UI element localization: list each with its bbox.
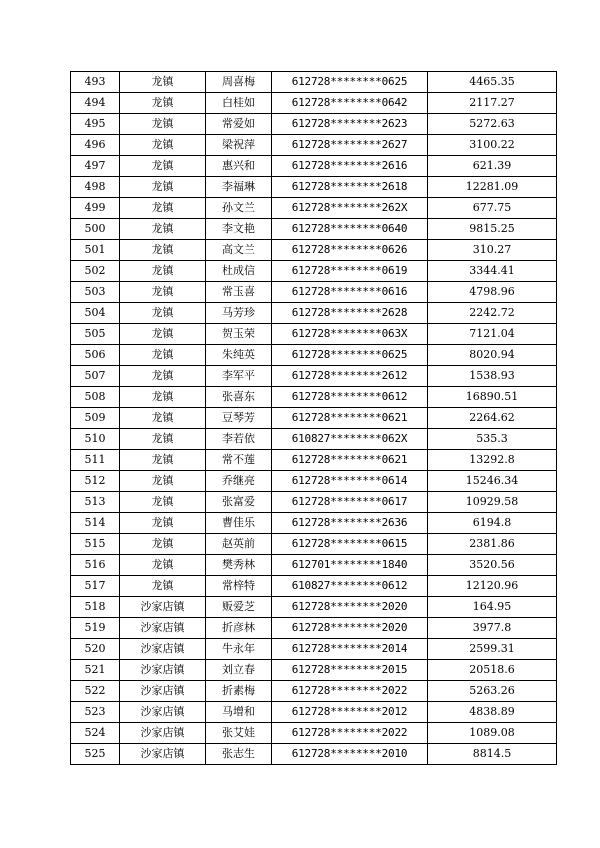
name-cell: 曹佳乐 — [206, 513, 272, 534]
town-cell: 龙镇 — [120, 555, 206, 576]
row-number-cell: 508 — [71, 387, 120, 408]
table-row — [71, 471, 557, 492]
row-number-cell: 515 — [71, 534, 120, 555]
name-cell: 贩爱芝 — [206, 597, 272, 618]
amount-cell: 9815.25 — [428, 219, 557, 240]
town-cell: 沙家店镇 — [120, 744, 206, 765]
table-row — [71, 702, 557, 723]
id-number-cell: 612728********2015 — [272, 660, 428, 681]
row-number-cell: 510 — [71, 429, 120, 450]
name-cell: 白桂如 — [206, 93, 272, 114]
amount-cell: 8814.5 — [428, 744, 557, 765]
table-row — [71, 135, 557, 156]
name-cell: 张志生 — [206, 744, 272, 765]
id-number-cell: 612728********0615 — [272, 534, 428, 555]
amount-cell: 15246.34 — [428, 471, 557, 492]
row-number-cell: 494 — [71, 93, 120, 114]
id-number-cell: 612728********0616 — [272, 282, 428, 303]
amount-cell: 13292.8 — [428, 450, 557, 471]
table-row — [71, 597, 557, 618]
table-row — [71, 177, 557, 198]
id-number-cell: 612728********0621 — [272, 408, 428, 429]
name-cell: 赵英前 — [206, 534, 272, 555]
town-cell: 龙镇 — [120, 114, 206, 135]
row-number-cell: 496 — [71, 135, 120, 156]
town-cell: 龙镇 — [120, 282, 206, 303]
table-row — [71, 387, 557, 408]
name-cell: 樊秀林 — [206, 555, 272, 576]
table-row — [71, 219, 557, 240]
amount-cell: 3100.22 — [428, 135, 557, 156]
row-number-cell: 504 — [71, 303, 120, 324]
amount-cell: 3520.56 — [428, 555, 557, 576]
name-cell: 高文兰 — [206, 240, 272, 261]
row-number-cell: 513 — [71, 492, 120, 513]
town-cell: 龙镇 — [120, 408, 206, 429]
row-number-cell: 497 — [71, 156, 120, 177]
table-row — [71, 72, 557, 93]
table-row — [71, 240, 557, 261]
amount-cell: 10929.58 — [428, 492, 557, 513]
id-number-cell: 612728********0626 — [272, 240, 428, 261]
id-number-cell: 610827********062X — [272, 429, 428, 450]
row-number-cell: 498 — [71, 177, 120, 198]
amount-cell: 1538.93 — [428, 366, 557, 387]
amount-cell: 677.75 — [428, 198, 557, 219]
row-number-cell: 501 — [71, 240, 120, 261]
amount-cell: 1089.08 — [428, 723, 557, 744]
name-cell: 常玉喜 — [206, 282, 272, 303]
name-cell: 常梓特 — [206, 576, 272, 597]
row-number-cell: 503 — [71, 282, 120, 303]
id-number-cell: 612728********0642 — [272, 93, 428, 114]
amount-cell: 16890.51 — [428, 387, 557, 408]
amount-cell: 6194.8 — [428, 513, 557, 534]
name-cell: 折素梅 — [206, 681, 272, 702]
id-number-cell: 612728********2022 — [272, 681, 428, 702]
amount-cell: 535.3 — [428, 429, 557, 450]
id-number-cell: 612728********2612 — [272, 366, 428, 387]
id-number-cell: 612728********0625 — [272, 345, 428, 366]
table-row — [71, 366, 557, 387]
table-row — [71, 114, 557, 135]
town-cell: 龙镇 — [120, 471, 206, 492]
town-cell: 龙镇 — [120, 135, 206, 156]
name-cell: 张喜东 — [206, 387, 272, 408]
table-row — [71, 261, 557, 282]
table-row — [71, 93, 557, 114]
amount-cell: 4465.35 — [428, 72, 557, 93]
row-number-cell: 493 — [71, 72, 120, 93]
name-cell: 马芳珍 — [206, 303, 272, 324]
town-cell: 龙镇 — [120, 576, 206, 597]
table-row — [71, 639, 557, 660]
row-number-cell: 523 — [71, 702, 120, 723]
name-cell: 马增和 — [206, 702, 272, 723]
amount-cell: 621.39 — [428, 156, 557, 177]
id-number-cell: 612728********0612 — [272, 387, 428, 408]
id-number-cell: 612728********0617 — [272, 492, 428, 513]
amount-cell: 3344.41 — [428, 261, 557, 282]
id-number-cell: 612728********2020 — [272, 618, 428, 639]
town-cell: 龙镇 — [120, 534, 206, 555]
table-row — [71, 744, 557, 765]
town-cell: 龙镇 — [120, 492, 206, 513]
town-cell: 龙镇 — [120, 261, 206, 282]
town-cell: 沙家店镇 — [120, 702, 206, 723]
table-row — [71, 429, 557, 450]
id-number-cell: 612728********2636 — [272, 513, 428, 534]
table-row — [71, 324, 557, 345]
row-number-cell: 500 — [71, 219, 120, 240]
town-cell: 龙镇 — [120, 156, 206, 177]
id-number-cell: 612701********1840 — [272, 555, 428, 576]
town-cell: 龙镇 — [120, 72, 206, 93]
row-number-cell: 524 — [71, 723, 120, 744]
id-number-cell: 612728********262X — [272, 198, 428, 219]
id-number-cell: 612728********0619 — [272, 261, 428, 282]
name-cell: 朱纯英 — [206, 345, 272, 366]
amount-cell: 20518.6 — [428, 660, 557, 681]
row-number-cell: 502 — [71, 261, 120, 282]
name-cell: 常爱如 — [206, 114, 272, 135]
amount-cell: 5263.26 — [428, 681, 557, 702]
table-row — [71, 198, 557, 219]
amount-cell: 310.27 — [428, 240, 557, 261]
town-cell: 龙镇 — [120, 198, 206, 219]
town-cell: 沙家店镇 — [120, 681, 206, 702]
table-row — [71, 555, 557, 576]
data-table-body — [71, 72, 557, 765]
town-cell: 龙镇 — [120, 450, 206, 471]
id-number-cell: 612728********2618 — [272, 177, 428, 198]
amount-cell: 8020.94 — [428, 345, 557, 366]
amount-cell: 7121.04 — [428, 324, 557, 345]
amount-cell: 12281.09 — [428, 177, 557, 198]
name-cell: 孙文兰 — [206, 198, 272, 219]
town-cell: 沙家店镇 — [120, 597, 206, 618]
id-number-cell: 612728********2623 — [272, 114, 428, 135]
id-number-cell: 612728********2020 — [272, 597, 428, 618]
row-number-cell: 519 — [71, 618, 120, 639]
name-cell: 贺玉荣 — [206, 324, 272, 345]
table-row — [71, 513, 557, 534]
row-number-cell: 512 — [71, 471, 120, 492]
row-number-cell: 506 — [71, 345, 120, 366]
town-cell: 沙家店镇 — [120, 660, 206, 681]
amount-cell: 3977.8 — [428, 618, 557, 639]
row-number-cell: 507 — [71, 366, 120, 387]
amount-cell: 2381.86 — [428, 534, 557, 555]
amount-cell: 2117.27 — [428, 93, 557, 114]
amount-cell: 164.95 — [428, 597, 557, 618]
id-number-cell: 612728********0625 — [272, 72, 428, 93]
town-cell: 龙镇 — [120, 324, 206, 345]
table-row — [71, 156, 557, 177]
table-row — [71, 345, 557, 366]
table-row — [71, 723, 557, 744]
row-number-cell: 505 — [71, 324, 120, 345]
row-number-cell: 521 — [71, 660, 120, 681]
id-number-cell: 612728********0640 — [272, 219, 428, 240]
name-cell: 惠兴和 — [206, 156, 272, 177]
name-cell: 李文艳 — [206, 219, 272, 240]
id-number-cell: 612728********2628 — [272, 303, 428, 324]
name-cell: 李军平 — [206, 366, 272, 387]
town-cell: 龙镇 — [120, 303, 206, 324]
id-number-cell: 612728********2014 — [272, 639, 428, 660]
town-cell: 龙镇 — [120, 177, 206, 198]
id-number-cell: 612728********0614 — [272, 471, 428, 492]
town-cell: 龙镇 — [120, 240, 206, 261]
name-cell: 常不莲 — [206, 450, 272, 471]
amount-cell: 12120.96 — [428, 576, 557, 597]
table-row — [71, 681, 557, 702]
id-number-cell: 612728********0621 — [272, 450, 428, 471]
amount-cell: 2242.72 — [428, 303, 557, 324]
row-number-cell: 514 — [71, 513, 120, 534]
name-cell: 乔继亮 — [206, 471, 272, 492]
id-number-cell: 612728********2010 — [272, 744, 428, 765]
name-cell: 折彦林 — [206, 618, 272, 639]
row-number-cell: 522 — [71, 681, 120, 702]
table-row — [71, 660, 557, 681]
id-number-cell: 612728********2616 — [272, 156, 428, 177]
row-number-cell: 518 — [71, 597, 120, 618]
table-row — [71, 576, 557, 597]
id-number-cell: 610827********0612 — [272, 576, 428, 597]
table-row — [71, 618, 557, 639]
row-number-cell: 517 — [71, 576, 120, 597]
town-cell: 沙家店镇 — [120, 639, 206, 660]
name-cell: 张富爱 — [206, 492, 272, 513]
table-row — [71, 492, 557, 513]
row-number-cell: 525 — [71, 744, 120, 765]
name-cell: 张艾娃 — [206, 723, 272, 744]
town-cell: 龙镇 — [120, 387, 206, 408]
town-cell: 龙镇 — [120, 345, 206, 366]
amount-cell: 4838.89 — [428, 702, 557, 723]
name-cell: 周喜梅 — [206, 72, 272, 93]
town-cell: 龙镇 — [120, 366, 206, 387]
table-row — [71, 450, 557, 471]
town-cell: 龙镇 — [120, 429, 206, 450]
data-table — [70, 71, 557, 765]
row-number-cell: 495 — [71, 114, 120, 135]
amount-cell: 5272.63 — [428, 114, 557, 135]
id-number-cell: 612728********2012 — [272, 702, 428, 723]
name-cell: 李福琳 — [206, 177, 272, 198]
town-cell: 沙家店镇 — [120, 618, 206, 639]
row-number-cell: 520 — [71, 639, 120, 660]
amount-cell: 4798.96 — [428, 282, 557, 303]
row-number-cell: 499 — [71, 198, 120, 219]
name-cell: 李若依 — [206, 429, 272, 450]
name-cell: 牛永年 — [206, 639, 272, 660]
row-number-cell: 511 — [71, 450, 120, 471]
row-number-cell: 516 — [71, 555, 120, 576]
table-row — [71, 282, 557, 303]
town-cell: 龙镇 — [120, 219, 206, 240]
table-row — [71, 408, 557, 429]
town-cell: 龙镇 — [120, 513, 206, 534]
id-number-cell: 612728********063X — [272, 324, 428, 345]
name-cell: 刘立春 — [206, 660, 272, 681]
name-cell: 梁祝萍 — [206, 135, 272, 156]
table-row — [71, 303, 557, 324]
id-number-cell: 612728********2022 — [272, 723, 428, 744]
table-row — [71, 534, 557, 555]
name-cell: 杜成信 — [206, 261, 272, 282]
town-cell: 沙家店镇 — [120, 723, 206, 744]
name-cell: 豆琴芳 — [206, 408, 272, 429]
amount-cell: 2599.31 — [428, 639, 557, 660]
row-number-cell: 509 — [71, 408, 120, 429]
amount-cell: 2264.62 — [428, 408, 557, 429]
data-table-container — [70, 71, 557, 765]
town-cell: 龙镇 — [120, 93, 206, 114]
id-number-cell: 612728********2627 — [272, 135, 428, 156]
